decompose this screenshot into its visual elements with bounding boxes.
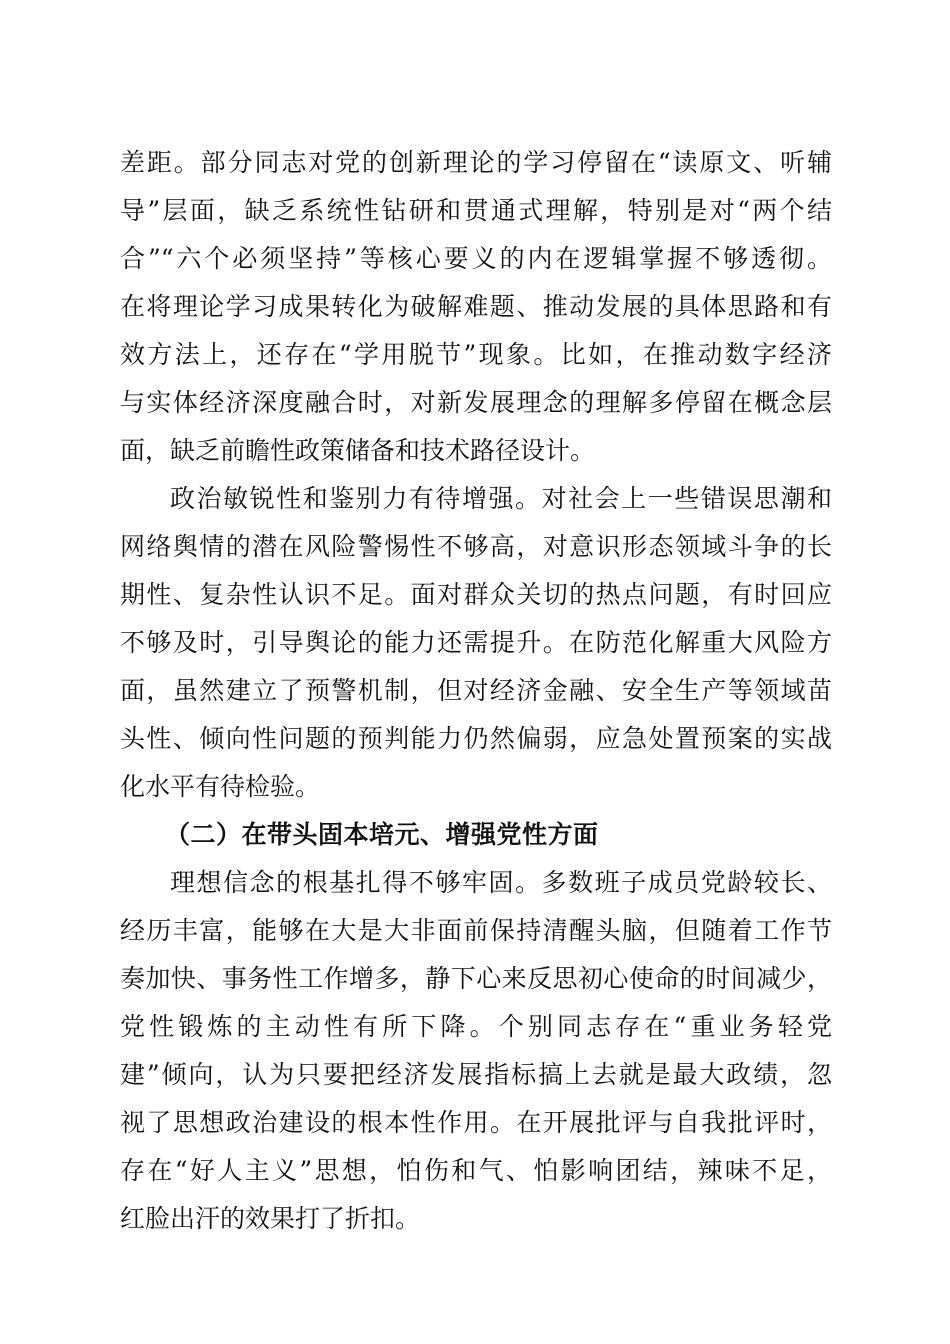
- paragraph-1-line-5: 效方法上，还存在“学用脱节”现象。比如，在推动数字经济: [120, 340, 832, 369]
- paragraph-2-line-1: 政治敏锐性和鉴别力有待增强。对社会上一些错误思潮和: [170, 484, 832, 513]
- paragraph-2-line-6: 头性、倾向性问题的预判能力仍然偏弱，应急处置预案的实战: [120, 724, 832, 753]
- paragraph-1-line-4: 在将理论学习成果转化为破解难题、推动发展的具体思路和有: [120, 292, 832, 321]
- paragraph-2-line-2: 网络舆情的潜在风险警惕性不够高，对意识形态领域斗争的长: [120, 532, 832, 561]
- paragraph-3-line-8: 红脸出汗的效果打了折扣。: [120, 1204, 421, 1233]
- paragraph-3-line-4: 党性锻炼的主动性有所下降。个别同志存在“重业务轻党: [120, 1012, 832, 1041]
- paragraph-2-line-7: 化水平有待检验。: [120, 772, 321, 801]
- paragraph-2-line-3: 期性、复杂性认识不足。面对群众关切的热点问题，有时回应: [120, 580, 832, 609]
- paragraph-3-line-6: 视了思想政治建设的根本性作用。在开展批评与自我批评时，: [120, 1108, 832, 1137]
- paragraph-2-line-4: 不够及时，引导舆论的能力还需提升。在防范化解重大风险方: [120, 628, 832, 657]
- paragraph-1-line-6: 与实体经济深度融合时，对新发展理念的理解多停留在概念层: [120, 388, 832, 417]
- paragraph-3-line-1: 理想信念的根基扎得不够牢固。多数班子成员党龄较长、: [170, 868, 832, 897]
- paragraph-3-line-3: 奏加快、事务性工作增多，静下心来反思初心使命的时间减少，: [120, 964, 832, 993]
- section-heading: （二）在带头固本培元、增强党性方面: [165, 820, 599, 849]
- paragraph-1-line-3: 合”“六个必须坚持”等核心要义的内在逻辑掌握不够透彻。: [120, 244, 832, 273]
- paragraph-3-line-7: 存在“好人主义”思想，怕伤和气、怕影响团结，辣味不足，: [120, 1156, 832, 1185]
- paragraph-1-line-2: 导”层面，缺乏系统性钻研和贯通式理解，特别是对“两个结: [120, 196, 832, 225]
- paragraph-3-line-2: 经历丰富，能够在大是大非面前保持清醒头脑，但随着工作节: [120, 916, 832, 945]
- paragraph-1-line-7: 面，缺乏前瞻性政策储备和技术路径设计。: [120, 436, 596, 465]
- paragraph-2-line-5: 面，虽然建立了预警机制，但对经济金融、安全生产等领域苗: [120, 676, 832, 705]
- paragraph-3-line-5: 建”倾向，认为只要把经济发展指标搞上去就是最大政绩，忽: [120, 1060, 832, 1089]
- paragraph-1-line-1: 差距。部分同志对党的创新理论的学习停留在“读原文、听辅: [120, 148, 832, 177]
